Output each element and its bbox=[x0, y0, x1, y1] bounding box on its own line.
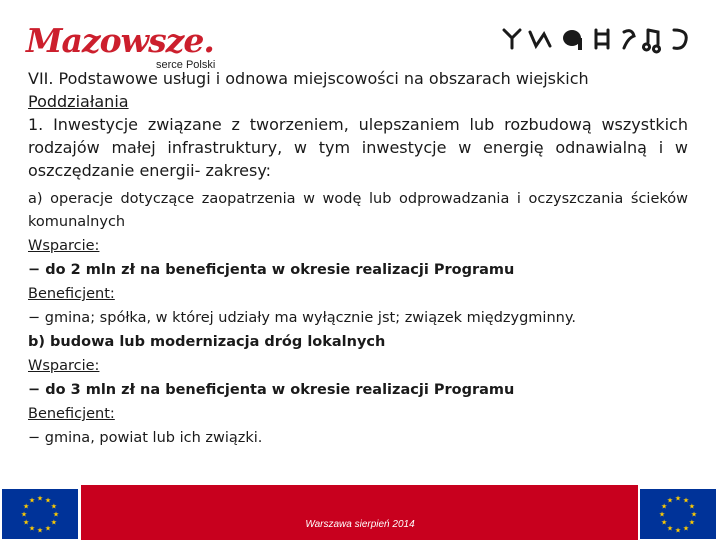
svg-text:★: ★ bbox=[22, 518, 30, 527]
svg-text:★: ★ bbox=[682, 496, 690, 505]
support-label-b: Wsparcie: bbox=[28, 358, 100, 374]
svg-text:★: ★ bbox=[28, 524, 36, 533]
eu-flag-icon bbox=[638, 485, 719, 540]
support-text-a: − do 2 mln zł na beneficjenta w okresie realizacji Programu bbox=[28, 262, 515, 278]
svg-text:★: ★ bbox=[682, 524, 690, 533]
folk-pattern-icon bbox=[500, 24, 700, 54]
svg-text:★: ★ bbox=[674, 494, 682, 503]
footer-text: Warszawa sierpień 2014 bbox=[305, 519, 415, 530]
svg-text:★: ★ bbox=[666, 496, 674, 505]
svg-text:★: ★ bbox=[658, 510, 666, 519]
svg-text:★: ★ bbox=[674, 526, 682, 535]
svg-text:★: ★ bbox=[50, 502, 58, 511]
beneficiary-label-a: Beneficjent: bbox=[28, 286, 115, 302]
svg-text:★: ★ bbox=[688, 518, 696, 527]
support-label-a: Wsparcie: bbox=[28, 238, 100, 254]
svg-text:★: ★ bbox=[660, 502, 668, 511]
beneficiary-text-b: − gmina, powiat lub ich związki. bbox=[28, 430, 263, 446]
item-1-text: 1. Inwestycje związane z tworzeniem, ulepszaniem lub rozbudową wszystkich rodzajów małej infrastruktury, w tym inwestycje w energię odnawialną i w oszczędzanie energii- zakresy: bbox=[28, 115, 688, 180]
svg-text:★: ★ bbox=[44, 524, 52, 533]
svg-text:★: ★ bbox=[22, 502, 30, 511]
footer-bar bbox=[81, 485, 638, 540]
svg-text:★: ★ bbox=[50, 518, 58, 527]
svg-text:★: ★ bbox=[660, 518, 668, 527]
svg-text:★: ★ bbox=[20, 510, 28, 519]
item-b-text: b) budowa lub modernizacja dróg lokalnych bbox=[28, 334, 386, 350]
svg-text:★: ★ bbox=[690, 510, 698, 519]
item-a-text: a) operacje dotyczące zaopatrzenia w wodę lub odprowadzania i oczyszczania ścieków komunalnych bbox=[28, 191, 688, 230]
svg-text:★: ★ bbox=[36, 526, 44, 535]
svg-text:★: ★ bbox=[666, 524, 674, 533]
svg-text:★: ★ bbox=[28, 496, 36, 505]
svg-text:★: ★ bbox=[36, 494, 44, 503]
support-text-b: − do 3 mln zł na beneficjenta w okresie realizacji Programu bbox=[28, 382, 515, 398]
main-content bbox=[28, 67, 688, 450]
svg-text:★: ★ bbox=[44, 496, 52, 505]
section-title: VII. Podstawowe usługi i odnowa miejscowości na obszarach wiejskich bbox=[28, 69, 589, 88]
logo-subtitle: serce Polski bbox=[156, 59, 216, 71]
beneficiary-text-a: − gmina; spółka, w której udziały ma wyłącznie jst; związek międzygminny. bbox=[28, 310, 576, 326]
beneficiary-label-b: Beneficjent: bbox=[28, 406, 115, 422]
subsection-heading: Poddziałania bbox=[28, 92, 129, 111]
footer bbox=[0, 485, 720, 540]
logo-text: Mazowsze. bbox=[26, 21, 214, 60]
svg-text:★: ★ bbox=[52, 510, 60, 519]
svg-text:★: ★ bbox=[688, 502, 696, 511]
eu-flag-icon bbox=[0, 485, 81, 540]
